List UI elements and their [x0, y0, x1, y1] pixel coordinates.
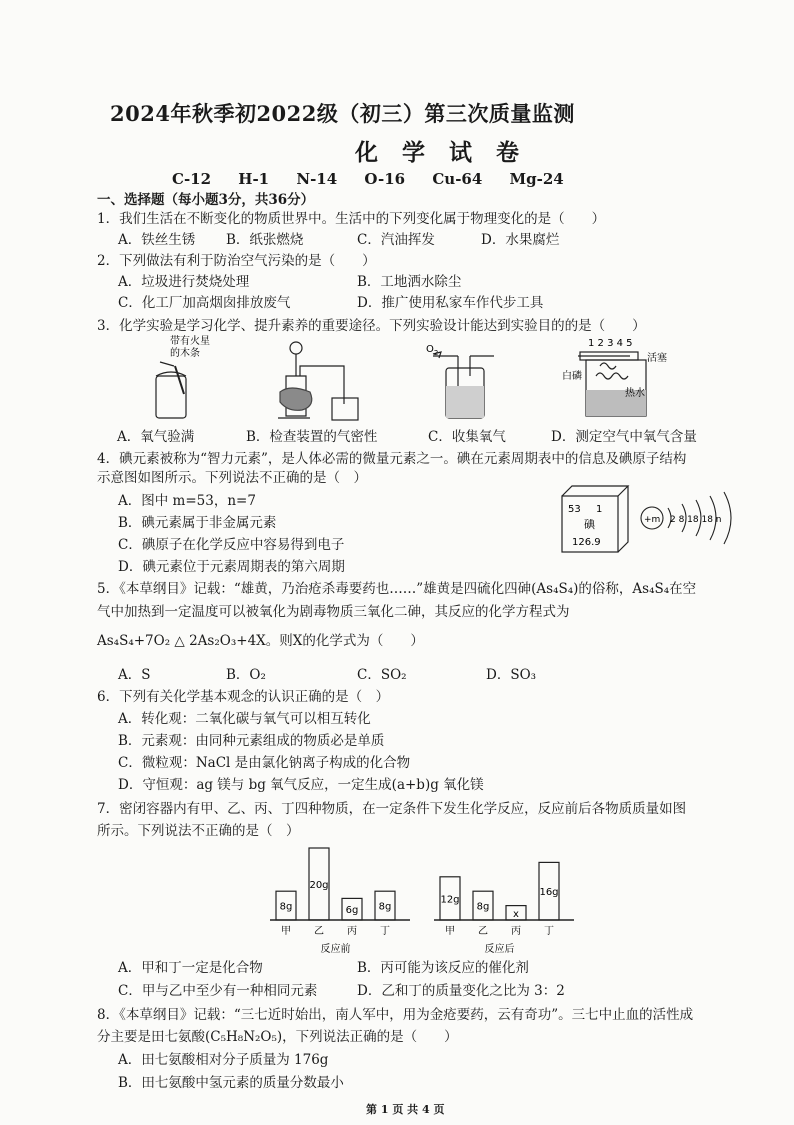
element-mass: 126.9	[572, 537, 601, 548]
q2-option-a: A．垃圾进行焚烧处理	[118, 274, 250, 290]
fig-b-airtightness	[278, 342, 358, 420]
q6-option-c: C．微粒观：NaCl 是由氯化钠离子构成的化合物	[118, 755, 411, 771]
element-number: 53	[568, 504, 581, 515]
q5-stem-line2: 气中加热到一定温度可以被氧化为剧毒物质三氧化二砷，其反应的化学方程式为	[97, 604, 570, 620]
bar-label: 8g	[476, 901, 490, 913]
q2-option-d: D．推广使用私家车作代步工具	[357, 295, 544, 311]
fig-c-gas-bottle	[433, 352, 494, 418]
fig-d-stopper-label: 活塞	[647, 353, 667, 364]
q2-stem: 2．下列做法有利于防治空气污染的是（ ）	[97, 253, 376, 269]
q2-option-c: C．化工厂加高烟囱排放废气	[118, 295, 291, 311]
q5-equation: As₄S₄+7O₂ △ 2As₂O₃+4X。则X的化学式为（ ）	[97, 633, 424, 649]
q7-option-b: B．丙可能为该反应的催化剂	[357, 960, 529, 976]
q7-stem-line2: 所示。下列说法不正确的是（ ）	[97, 823, 300, 839]
q4-option-b: B．碘元素属于非金属元素	[118, 515, 277, 531]
q5-option-c: C．SO₂	[357, 667, 407, 683]
q7-option-c: C．甲与乙中至少有一种相同元素	[118, 983, 318, 999]
iodine-element-figure	[560, 484, 760, 556]
q7-stem-line1: 7．密闭容器内有甲、乙、丙、丁四种物质，在一定条件下发生化学反应，反应前后各物质质量如图	[97, 801, 687, 817]
fig-a-label-line2: 的木条	[170, 348, 200, 359]
q1-option-d: D．水果腐烂	[481, 232, 560, 248]
q3-apparatus-figures	[100, 332, 760, 428]
q3-option-d: D．测定空气中氧气含量	[551, 429, 697, 445]
q6-option-a: A．转化观：二氧化碳与氧气可以相互转化	[118, 711, 371, 727]
chart-before	[270, 848, 410, 955]
q7-option-d: D．乙和丁的质量变化之比为 3：2	[357, 983, 565, 999]
q3-option-b: B．检查装置的气密性	[246, 429, 378, 445]
q7-option-a: A．甲和丁一定是化合物	[118, 960, 263, 976]
q8-stem-line2: 分主要是田七氨酸(C₅H₈N₂O₅)，下列说法正确的是（ ）	[97, 1029, 458, 1045]
category-label: 甲	[281, 926, 291, 937]
exam-subtitle: 化 学 试 卷	[355, 139, 528, 166]
atomic-mass-cu: Cu-64	[432, 170, 483, 188]
category-label: 丁	[380, 926, 390, 937]
chart-after	[434, 862, 574, 955]
q8-option-b: B．田七氨酸中氢元素的质量分数最小	[118, 1075, 344, 1091]
atomic-mass-o: O-16	[364, 170, 406, 188]
q3-option-c: C．收集氧气	[428, 429, 506, 445]
q5-option-a: A．S	[118, 667, 151, 683]
chart-title: 反应后	[484, 944, 515, 955]
category-label: 丙	[347, 926, 357, 937]
q6-stem: 6．下列有关化学基本观念的认识正确的是（ ）	[97, 689, 390, 705]
atomic-mass-c: C-12	[172, 170, 212, 188]
category-label: 丁	[544, 926, 554, 937]
q4-option-d: D．碘元素位于元素周期表的第六周期	[118, 559, 345, 575]
atom-nucleus: +m	[644, 515, 661, 525]
q8-option-a: A．田七氨酸相对分子质量为 176g	[118, 1052, 329, 1068]
atomic-mass-h: H-1	[238, 170, 270, 188]
bar-label: 8g	[279, 901, 293, 913]
chart-title: 反应前	[320, 944, 351, 955]
category-label: 乙	[314, 926, 324, 937]
q3-stem: 3．化学实验是学习化学、提升素养的重要途径。下列实验设计能达到实验目的的是（ ）	[97, 318, 646, 334]
atomic-masses	[172, 170, 564, 188]
q8-stem-line1: 8．《本草纲目》记载：“三七近时始出，南人军中，用为金疮要药，云有奇功”。三七中止血的活性成	[97, 1007, 694, 1023]
fig-a-label-line1: 带有火星	[170, 336, 210, 347]
exam-title: 2024年秋季初2022级（初三）第三次质量监测	[110, 101, 575, 126]
element-symbol: 碘	[584, 518, 595, 531]
bar-label: x	[513, 908, 519, 920]
q4-option-a: A．图中 m=53，n=7	[118, 493, 256, 509]
category-label: 甲	[445, 926, 455, 937]
fig-d-hot-water-label: 热水	[625, 388, 645, 399]
page-number: 第 1 页 共 4 页	[366, 1103, 445, 1116]
q1-option-b: B．纸张燃烧	[226, 232, 304, 248]
bar-label: 12g	[440, 894, 460, 906]
q1-option-a: A．铁丝生锈	[118, 232, 196, 248]
q5-option-d: D．SO₃	[486, 667, 537, 683]
q7-bar-charts	[268, 836, 598, 958]
bar-label: 20g	[309, 880, 329, 891]
atom-shells: 2 8 18 18 n	[670, 515, 722, 525]
q6-option-d: D．守恒观：ag 镁与 bg 氧气反应，一定生成(a+b)g 氧化镁	[118, 777, 484, 793]
q2-option-b: B．工地洒水除尘	[357, 274, 462, 290]
fig-d-scale: 1 2 3 4 5	[588, 338, 633, 349]
q4-option-c: C．碘原子在化学反应中容易得到电子	[118, 537, 345, 553]
q5-stem-line1: 5．《本草纲目》记载：“雄黄，乃治疮杀毒要药也……”雄黄是四硫化四砷(As₄S₄)的俗称，As₄S₄在空	[97, 581, 697, 597]
fig-a-oxygen-bottle	[156, 362, 186, 418]
atomic-mass-n: N-14	[296, 170, 338, 188]
q4-stem-line2: 示意图如图所示。下列说法不正确的是（ ）	[97, 470, 367, 486]
category-label: 丙	[511, 926, 521, 937]
bar-label: 16g	[539, 887, 559, 899]
section-heading: 一、选择题（每小题3分，共36分）	[97, 192, 315, 208]
atomic-mass-mg: Mg-24	[509, 170, 564, 188]
fig-d-oxygen-content	[578, 352, 646, 416]
category-label: 乙	[478, 926, 488, 937]
q1-option-c: C．汽油挥发	[357, 232, 435, 248]
fig-d-phosphorus-label: 白磷	[562, 371, 582, 382]
q3-option-a: A．氧气验满	[117, 429, 195, 445]
q4-stem-line1: 4．碘元素被称为“智力元素”，是人体必需的微量元素之一。碘在元素周期表中的信息及碘原子结构	[97, 451, 687, 467]
q5-option-b: B．O₂	[226, 667, 266, 683]
bar-label: 8g	[378, 901, 392, 913]
q1-stem: 1．我们生活在不断变化的物质世界中。生活中的下列变化属于物理变化的是（ ）	[97, 211, 606, 227]
element-charge: 1	[596, 504, 603, 515]
fig-c-o2-label: $O_2$	[426, 344, 439, 357]
bar-label: 6g	[345, 905, 359, 917]
q6-option-b: B．元素观：由同种元素组成的物质必是单质	[118, 733, 385, 749]
